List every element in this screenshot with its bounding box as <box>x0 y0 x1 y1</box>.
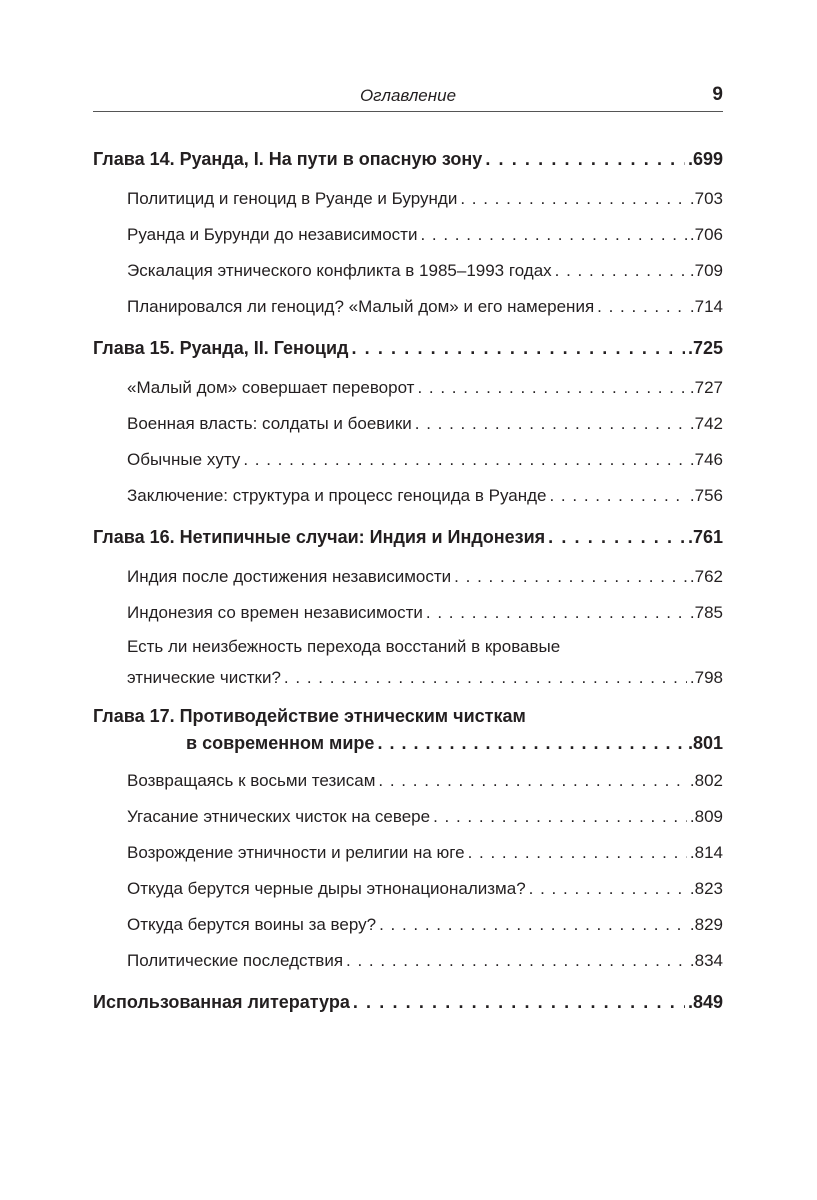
chapter-title-line2: в современном мире <box>186 733 375 753</box>
toc-section[interactable] <box>93 289 723 325</box>
section-title: Военная власть: солдаты и боевики <box>127 414 412 433</box>
dot-leader <box>555 253 687 289</box>
section-page: .762 <box>689 567 723 586</box>
dot-leader <box>377 729 685 757</box>
chapter-title: Глава 15. Руанда, II. Геноцид <box>93 338 349 358</box>
chapter-page: .761 <box>687 527 723 547</box>
section-title: «Малый дом» совершает переворот <box>127 378 415 397</box>
section-page: .834 <box>689 951 723 970</box>
chapter-page: .699 <box>687 149 723 169</box>
section-title: Угасание этнических чисток на севере <box>127 807 431 826</box>
toc-chapter-14[interactable] <box>93 146 723 172</box>
dot-leader <box>353 989 685 1015</box>
section-title: Индия после достижения независимости <box>127 567 452 586</box>
spacer <box>93 979 723 989</box>
section-title: Заключение: структура и процесс геноцида в Руанде <box>127 486 547 505</box>
toc-section[interactable] <box>93 370 723 406</box>
section-page: .785 <box>689 603 723 622</box>
dot-leader <box>415 406 687 442</box>
toc-chapter-15[interactable] <box>93 335 723 361</box>
dot-leader <box>417 370 686 406</box>
section-page: .823 <box>689 879 723 898</box>
dot-leader <box>454 559 687 595</box>
toc-section[interactable] <box>93 631 723 693</box>
dot-leader <box>284 663 687 693</box>
section-page: .706 <box>689 225 723 244</box>
section-title: Обычные хуту <box>127 450 241 469</box>
dot-leader <box>468 835 687 871</box>
section-page: .809 <box>689 807 723 826</box>
toc-section[interactable] <box>93 595 723 631</box>
chapter-title: Глава 16. Нетипичные случаи: Индия и Индонезия <box>93 527 546 547</box>
header-rule <box>93 111 723 112</box>
dot-leader <box>420 217 686 253</box>
toc-chapter-16[interactable] <box>93 524 723 550</box>
toc-section[interactable] <box>93 943 723 979</box>
dot-leader <box>460 181 687 217</box>
dot-leader <box>378 763 687 799</box>
toc-section[interactable] <box>93 442 723 478</box>
toc-section[interactable] <box>93 799 723 835</box>
toc-section[interactable] <box>93 478 723 514</box>
section-title: Политицид и геноцид в Руанде и Бурунди <box>127 189 458 208</box>
chapter-page: .801 <box>687 733 723 753</box>
toc-section[interactable] <box>93 406 723 442</box>
chapter-title: Использованная литература <box>93 992 350 1012</box>
toc-section[interactable] <box>93 835 723 871</box>
toc-section[interactable] <box>93 253 723 289</box>
section-title: Руанда и Бурунди до независимости <box>127 225 418 244</box>
toc-section[interactable] <box>93 559 723 595</box>
dot-leader <box>426 595 687 631</box>
toc-section[interactable] <box>93 181 723 217</box>
section-title: Откуда берутся воины за веру? <box>127 915 377 934</box>
section-page: .802 <box>689 771 723 790</box>
section-page: .814 <box>689 843 723 862</box>
toc-section[interactable] <box>93 907 723 943</box>
chapter-title: Глава 14. Руанда, I. На пути в опасную зону <box>93 149 483 169</box>
chapter-title-line2-row <box>93 729 723 757</box>
section-title-line1: Есть ли неизбежность перехода восстаний в кровавые <box>127 637 561 656</box>
chapter-title-line1: Глава 17. Противодействие этническим чисткам <box>93 706 526 726</box>
dot-leader <box>597 289 687 325</box>
chapter-page: .725 <box>687 338 723 358</box>
dot-leader <box>433 799 687 835</box>
section-page: .756 <box>689 486 723 505</box>
dot-leader <box>351 335 685 361</box>
table-of-contents <box>93 146 723 1024</box>
section-title: Возвращаясь к восьми тезисам <box>127 771 376 790</box>
page-number: 9 <box>712 84 723 105</box>
toc-section[interactable] <box>93 871 723 907</box>
toc-section[interactable] <box>93 763 723 799</box>
spacer <box>93 325 723 335</box>
dot-leader <box>529 871 687 907</box>
section-page: .727 <box>689 378 723 397</box>
toc-bibliography[interactable] <box>93 989 723 1015</box>
section-title: Откуда берутся черные дыры этнонационализма? <box>127 879 526 898</box>
section-page: .703 <box>689 189 723 208</box>
toc-section[interactable] <box>93 217 723 253</box>
section-page: .714 <box>689 297 723 316</box>
dot-leader <box>549 478 686 514</box>
section-title-line2-row <box>127 663 723 693</box>
section-title-line2: этнические чистки? <box>127 668 281 687</box>
dot-leader <box>379 907 687 943</box>
section-page: .742 <box>689 414 723 433</box>
section-page: .798 <box>689 668 723 687</box>
dot-leader <box>548 524 685 550</box>
section-page: .746 <box>689 450 723 469</box>
spacer <box>93 693 723 703</box>
running-head <box>93 86 723 110</box>
section-title: Эскалация этнического конфликта в 1985–1993 годах <box>127 261 552 280</box>
dot-leader <box>485 146 685 172</box>
section-title: Индонезия со времен независимости <box>127 603 423 622</box>
section-page: .709 <box>689 261 723 280</box>
chapter-page: .849 <box>687 992 723 1012</box>
section-title: Планировался ли геноцид? «Малый дом» и его намерения <box>127 297 595 316</box>
section-title: Возрождение этничности и религии на юге <box>127 843 465 862</box>
section-page: .829 <box>689 915 723 934</box>
toc-chapter-17[interactable] <box>93 703 723 757</box>
dot-leader <box>346 943 687 979</box>
dot-leader <box>243 442 687 478</box>
running-title: Оглавление <box>359 86 457 105</box>
section-title: Политические последствия <box>127 951 344 970</box>
spacer <box>93 514 723 524</box>
